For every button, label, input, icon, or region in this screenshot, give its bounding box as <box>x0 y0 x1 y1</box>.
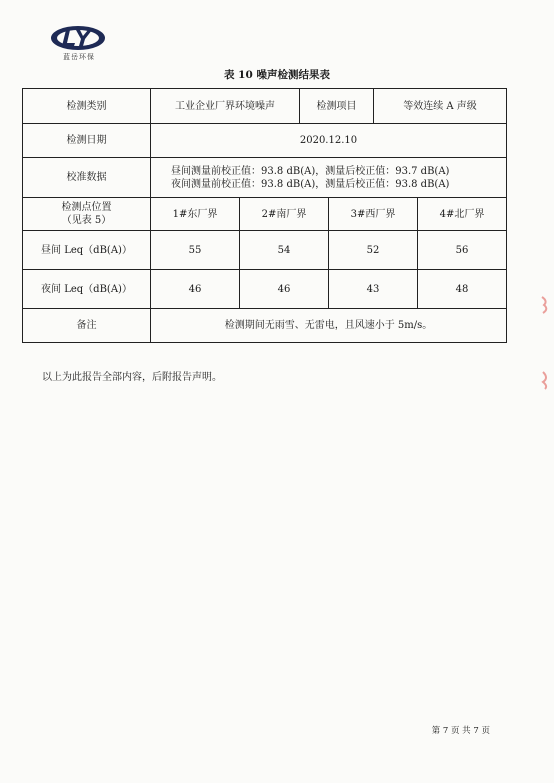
remarks-label: 备注 <box>23 309 151 343</box>
calibration-values <box>151 158 507 198</box>
day-leq-label: 昼间 Leq（dB(A)） <box>23 231 151 270</box>
day-leq-value: 55 <box>151 231 240 270</box>
table-row <box>23 198 507 231</box>
table-row <box>23 158 507 198</box>
report-footnote: 以上为此报告全部内容，后附报告声明。 <box>42 372 222 383</box>
calibration-night: 夜间测量前校正值：93.8 dB(A)，测量后校正值：93.8 dB(A) <box>171 178 450 190</box>
page-number: 第 7 页 共 7 页 <box>431 726 490 736</box>
table-row <box>23 270 507 309</box>
day-leq-value: 52 <box>329 231 418 270</box>
detection-date-value: 2020.12.10 <box>151 124 507 158</box>
day-leq-value: 56 <box>418 231 507 270</box>
detection-type-label: 检测类别 <box>23 89 151 124</box>
ly-logo-icon <box>48 24 108 54</box>
night-leq-value: 48 <box>418 270 507 309</box>
detection-type-value: 工业企业厂界环境噪声 <box>151 89 300 124</box>
table-title: 表 10 噪声检测结果表 <box>224 69 330 81</box>
points-label <box>23 198 151 231</box>
point-2: 2#南厂界 <box>240 198 329 231</box>
points-label-line2: （见表 5） <box>61 215 112 226</box>
table-row <box>23 89 507 124</box>
night-leq-value: 46 <box>151 270 240 309</box>
day-leq-value: 54 <box>240 231 329 270</box>
noise-results-table <box>22 88 507 343</box>
detection-date-label: 检测日期 <box>23 124 151 158</box>
table-row <box>23 231 507 270</box>
table-row <box>23 124 507 158</box>
night-leq-label: 夜间 Leq（dB(A)） <box>23 270 151 309</box>
points-label-line1: 检测点位置 <box>61 202 112 213</box>
remarks-value: 检测期间无雨雪、无雷电，且风速小于 5m/s。 <box>151 309 507 343</box>
seal-edge-mark <box>540 295 552 318</box>
detection-item-value: 等效连续 A 声级 <box>374 89 507 124</box>
detection-item-label: 检测项目 <box>300 89 374 124</box>
calibration-label: 校准数据 <box>23 158 151 198</box>
point-1: 1#东厂界 <box>151 198 240 231</box>
night-leq-value: 43 <box>329 270 418 309</box>
point-4: 4#北厂界 <box>418 198 507 231</box>
calibration-day: 昼间测量前校正值：93.8 dB(A)，测量后校正值：93.7 dB(A) <box>171 165 450 177</box>
point-3: 3#西厂界 <box>329 198 418 231</box>
seal-edge-mark <box>540 370 552 393</box>
table-row <box>23 309 507 343</box>
logo-text: 蓝岳环保 <box>63 53 95 61</box>
night-leq-value: 46 <box>240 270 329 309</box>
